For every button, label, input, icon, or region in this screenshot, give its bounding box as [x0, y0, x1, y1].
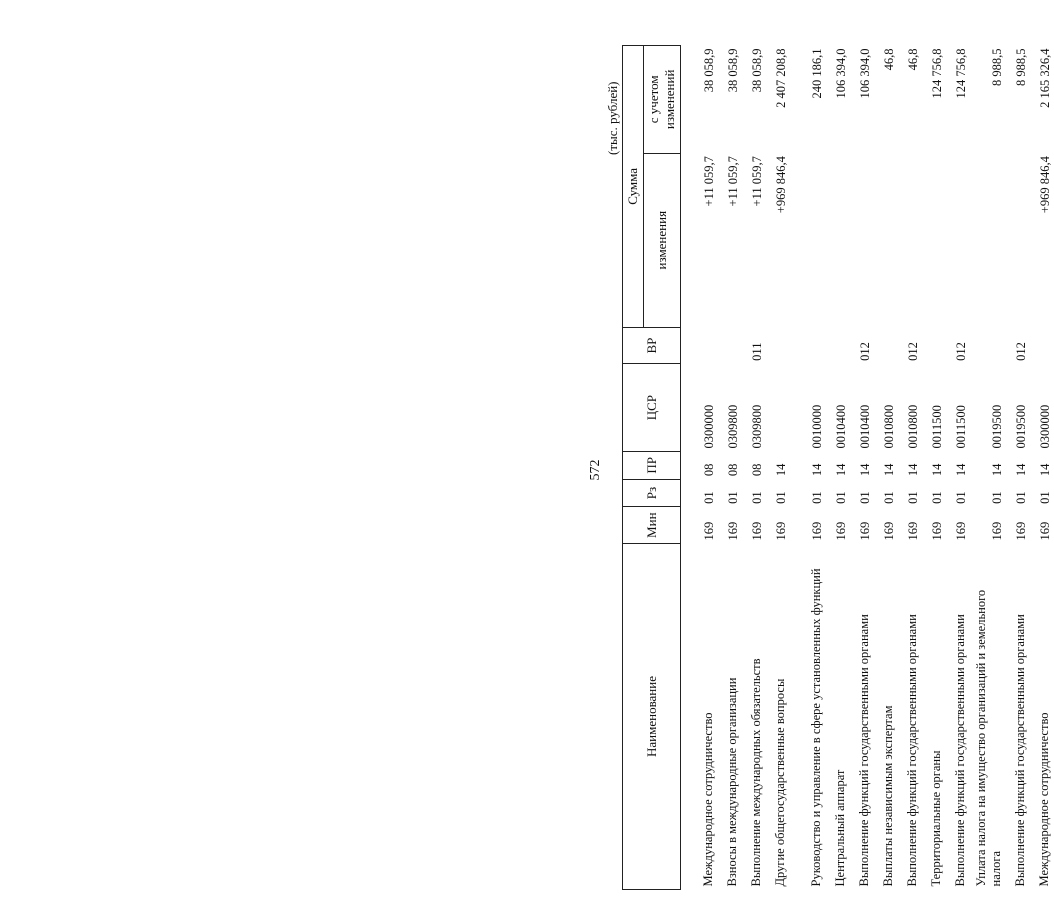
row-total: 240 186,1 [810, 48, 824, 99]
header-total: с учетом изменений [644, 46, 681, 154]
unit-label: (тыс. рублей) [605, 81, 620, 155]
row-csr: 0300000 [1038, 404, 1052, 449]
table-row [718, 46, 742, 890]
row-rz: 01 [882, 491, 896, 504]
row-total: 38 058,9 [702, 48, 716, 93]
header-sum: Сумма [623, 46, 644, 328]
row-rz: 01 [930, 491, 944, 504]
row-min: 169 [990, 521, 1004, 541]
row-total: 106 394,0 [834, 48, 848, 99]
row-pr: 08 [726, 463, 740, 477]
row-name: Выполнение функций государственными органами [953, 614, 968, 887]
row-change: +11 059,7 [702, 156, 716, 207]
row-rz: 01 [834, 491, 848, 504]
row-name: Центральный аппарат [833, 769, 848, 887]
table-row [898, 46, 922, 890]
row-name: Руководство и управление в сфере установленных функций [809, 568, 824, 887]
row-change: +11 059,7 [750, 156, 764, 207]
row-vr [718, 327, 742, 364]
row-vr: 011 [750, 342, 764, 361]
row-change [826, 153, 850, 327]
row-pr: 14 [1014, 463, 1028, 477]
row-min: 169 [882, 521, 896, 541]
row-pr: 14 [1038, 463, 1052, 477]
row-total: 2 407 208,8 [774, 48, 788, 108]
row-rz: 01 [858, 491, 872, 504]
row-min: 169 [930, 521, 944, 541]
table-row [1006, 46, 1030, 890]
row-change [922, 153, 946, 327]
row-rz: 01 [750, 491, 764, 504]
budget-table [622, 45, 1054, 890]
row-rz: 01 [810, 491, 824, 504]
row-csr: 0011500 [954, 405, 968, 449]
table-row [922, 46, 946, 890]
row-vr [790, 327, 826, 364]
row-rz: 01 [774, 491, 788, 504]
row-min: 169 [906, 521, 920, 541]
row-pr: 14 [834, 463, 848, 477]
row-vr: 012 [858, 342, 872, 361]
row-csr: 0010400 [834, 404, 848, 449]
header-change: изменения [644, 153, 681, 327]
row-min: 169 [1038, 521, 1052, 541]
table-row [874, 46, 898, 890]
row-change [850, 153, 874, 327]
row-total: 124 756,8 [930, 48, 944, 99]
row-total: 46,8 [882, 48, 896, 71]
row-vr [766, 327, 790, 364]
row-pr: 14 [774, 463, 788, 477]
row-vr [681, 327, 719, 364]
row-min: 169 [774, 521, 788, 541]
row-total: 8 988,5 [990, 48, 1004, 86]
row-rz: 01 [990, 491, 1004, 504]
header-pr: ПР [623, 451, 681, 479]
row-csr: 0300000 [702, 404, 716, 449]
row-pr: 14 [882, 463, 896, 477]
row-pr: 14 [954, 463, 968, 477]
row-min: 169 [726, 521, 740, 541]
table-row [970, 46, 1006, 890]
row-csr: 0010400 [858, 404, 872, 449]
row-total: 8 988,5 [1014, 48, 1028, 86]
row-change: +969 846,4 [1038, 156, 1052, 214]
row-total: 124 756,8 [954, 48, 968, 99]
page-number: 572 [588, 459, 603, 481]
row-rz: 01 [906, 491, 920, 504]
table-row [742, 46, 766, 890]
row-pr: 14 [990, 463, 1004, 477]
row-vr [874, 327, 898, 364]
row-vr [970, 327, 1006, 364]
row-min: 169 [810, 521, 824, 541]
table-row [826, 46, 850, 890]
row-csr: 0010800 [906, 404, 920, 449]
row-vr: 012 [954, 342, 968, 361]
row-total: 46,8 [906, 48, 920, 71]
row-total: 2 165 326,4 [1038, 48, 1052, 108]
row-csr: 0011500 [930, 405, 944, 449]
row-name: Другие общегосударственные вопросы [773, 678, 788, 887]
row-csr: 0019500 [990, 404, 1004, 449]
row-pr: 08 [750, 463, 764, 477]
row-rz: 01 [954, 491, 968, 504]
table-row [850, 46, 874, 890]
row-name: Международное сотрудничество [701, 712, 716, 887]
row-rz: 01 [1038, 491, 1052, 504]
row-vr [1030, 327, 1054, 364]
table-row [946, 46, 970, 890]
table-row [681, 46, 719, 890]
row-name: Выполнение функций государственными органами [905, 614, 920, 887]
table-body [681, 46, 1054, 890]
row-change [898, 153, 922, 327]
row-min: 169 [858, 521, 872, 541]
row-csr [766, 364, 790, 452]
row-pr: 14 [906, 463, 920, 477]
row-name: Выполнение международных обязательств [749, 658, 764, 887]
header-rz: Рз [623, 479, 681, 507]
row-csr: 0010000 [810, 404, 824, 449]
row-csr: 0019500 [1014, 404, 1028, 449]
row-csr: 0309800 [726, 404, 740, 449]
row-vr [826, 327, 850, 364]
row-change [970, 153, 1006, 327]
row-change: +969 846,4 [774, 156, 788, 214]
row-change [1006, 153, 1030, 327]
row-min: 169 [1014, 521, 1028, 541]
table-row [1030, 46, 1054, 890]
row-pr: 14 [810, 463, 824, 477]
row-csr: 0309800 [750, 404, 764, 449]
row-total: 38 058,9 [750, 48, 764, 93]
table-row [790, 46, 826, 890]
row-name: Территориальные органы [929, 750, 944, 887]
row-rz: 01 [702, 491, 716, 504]
row-name: Выполнение функций государственными органами [857, 614, 872, 887]
row-pr: 08 [702, 463, 716, 477]
row-total: 38 058,9 [726, 48, 740, 93]
row-vr: 012 [1014, 342, 1028, 361]
row-csr: 0010800 [882, 404, 896, 449]
row-min: 169 [750, 521, 764, 541]
row-min: 169 [834, 521, 848, 541]
row-name: Выплаты независимым экспертам [881, 705, 896, 887]
row-name: Взносы в международные организации [725, 677, 740, 887]
table-row [766, 46, 790, 890]
rotated-page [570, 45, 1052, 895]
row-rz: 01 [726, 491, 740, 504]
row-min: 169 [954, 521, 968, 541]
row-name: Выполнение функций государственными органами [1013, 614, 1028, 887]
row-vr: 012 [906, 342, 920, 361]
row-pr: 14 [930, 463, 944, 477]
header-name: Наименование [623, 543, 681, 889]
header-vr: ВР [623, 327, 681, 364]
row-rz: 01 [1014, 491, 1028, 504]
row-name: Уплата налога на имущество организаций и земельного налога [973, 589, 1004, 887]
row-min: 169 [702, 521, 716, 541]
row-vr [922, 327, 946, 364]
row-pr: 14 [858, 463, 872, 477]
row-change [874, 153, 898, 327]
header-csr: ЦСР [623, 364, 681, 452]
row-change: +11 059,7 [726, 156, 740, 207]
header-min: Мин [623, 507, 681, 544]
row-change [946, 153, 970, 327]
row-total: 106 394,0 [858, 48, 872, 99]
row-change [790, 153, 826, 327]
row-name: Международное сотрудничество [1037, 712, 1052, 887]
